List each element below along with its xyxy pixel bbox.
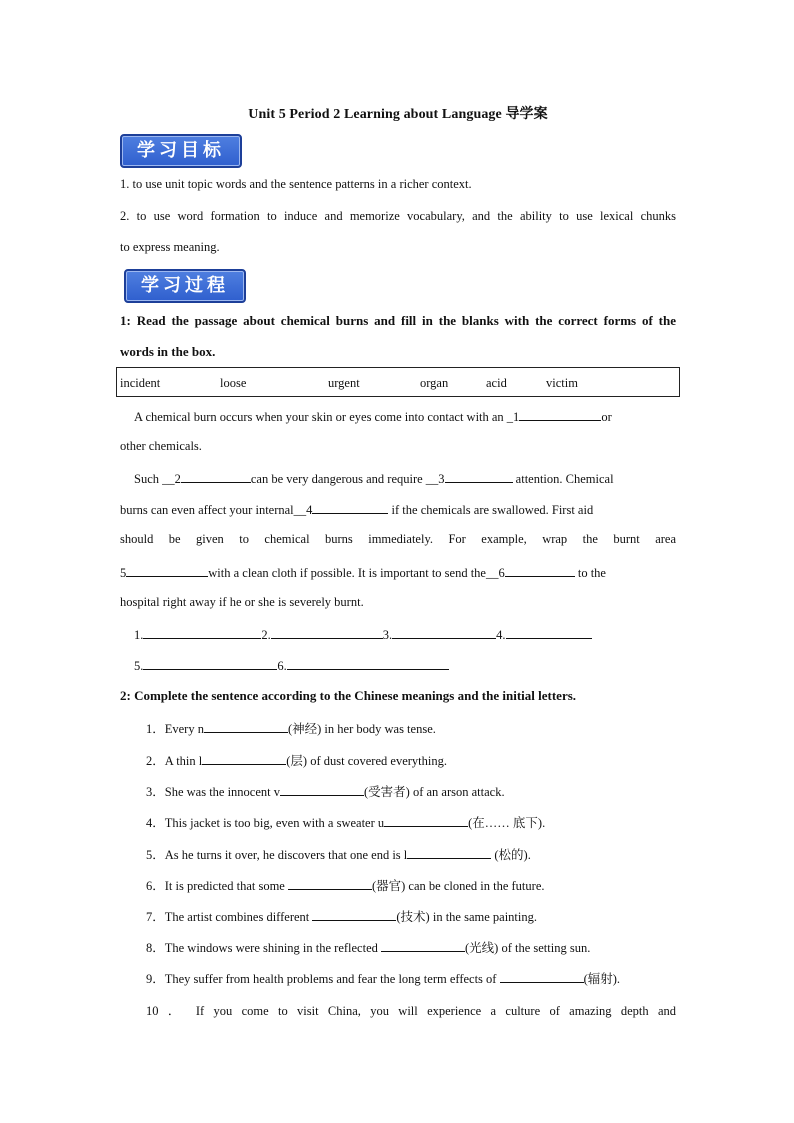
answer-row: 1. 2. 3. 4. bbox=[120, 626, 676, 643]
word-box-item: acid bbox=[486, 376, 507, 390]
item-blank[interactable] bbox=[500, 970, 584, 983]
sentence-item: 7．The artist combines different (技术) in the same painting. bbox=[146, 910, 537, 924]
section1-heading: 1: Read the passage about chemical burns and fill in the blanks with the correct forms of the bbox=[120, 313, 676, 328]
passage-line: hospital right away if he or she is severely burnt. bbox=[120, 595, 364, 609]
answer-blank-5[interactable] bbox=[143, 657, 277, 670]
sentence-item: 2．A thin l (层) of dust covered everything. bbox=[146, 754, 447, 768]
word-box-item: loose bbox=[220, 376, 247, 390]
answer-blank-3[interactable] bbox=[392, 626, 496, 639]
objective-1: 1. to use unit topic words and the sentence patterns in a richer context. bbox=[120, 177, 472, 191]
word-box-item: incident bbox=[120, 376, 161, 390]
sentence-item: 3．She was the innocent v (受害者) of an arson attack. bbox=[146, 785, 505, 799]
objective-2-cont: to express meaning. bbox=[120, 240, 220, 254]
sentence-item: 5．As he turns it over, he discovers that one end is l (松的). bbox=[146, 848, 531, 862]
blank-3[interactable] bbox=[445, 470, 513, 483]
blank-6[interactable] bbox=[505, 564, 575, 577]
section1-heading-cont: words in the box. bbox=[120, 344, 216, 359]
word-box-item: organ bbox=[420, 376, 449, 390]
word-box bbox=[116, 367, 680, 397]
blank-4[interactable] bbox=[312, 501, 388, 514]
blank-5[interactable] bbox=[126, 564, 208, 577]
sentence-item-10: 10 ． If you come to visit China, you will experience a culture of amazing depth and bbox=[146, 1004, 676, 1018]
answer-row: 5. 6. bbox=[120, 657, 676, 674]
item-blank[interactable] bbox=[381, 939, 465, 952]
item-blank[interactable] bbox=[384, 814, 468, 827]
answer-blank-2[interactable] bbox=[271, 626, 383, 639]
passage-line: Such __2 can be very dangerous and require __3 attention. Chemical bbox=[134, 472, 614, 486]
word-box-item: victim bbox=[546, 376, 578, 390]
page-title: Unit 5 Period 2 Learning about Language 导学案 bbox=[248, 107, 548, 122]
objective-2: 2. to use word formation to induce and memorize vocabulary, and the ability to use lexical chunks bbox=[120, 209, 676, 223]
item-blank[interactable] bbox=[204, 720, 288, 733]
passage-line: should be given to chemical burns immediately. For example, wrap the burnt area bbox=[120, 532, 676, 546]
item-blank[interactable] bbox=[202, 752, 286, 765]
item-blank[interactable] bbox=[312, 908, 396, 921]
passage-line: 5 with a clean cloth if possible. It is important to send the__6 to the bbox=[120, 566, 606, 580]
answer-blank-4[interactable] bbox=[506, 626, 592, 639]
word-box-item: urgent bbox=[328, 376, 360, 390]
passage-line: burns can even affect your internal__4 if the chemicals are swallowed. First aid bbox=[120, 503, 594, 517]
blank-2[interactable] bbox=[181, 470, 251, 483]
sentence-item: 4．This jacket is too big, even with a sweater u (在…… 底下). bbox=[146, 816, 546, 830]
passage-line: A chemical burn occurs when your skin or eyes come into contact with an _1 or bbox=[134, 410, 612, 424]
objectives-banner: 学习目标 bbox=[120, 134, 242, 168]
item-blank[interactable] bbox=[280, 783, 364, 796]
section2-heading: 2: Complete the sentence according to the Chinese meanings and the initial letters. bbox=[120, 688, 577, 703]
item-blank[interactable] bbox=[407, 846, 491, 859]
answer-blank-1[interactable] bbox=[143, 626, 261, 639]
sentence-item: 6．It is predicted that some (器官) can be cloned in the future. bbox=[146, 879, 545, 893]
process-banner: 学习过程 bbox=[124, 269, 246, 303]
sentence-item: 8．The windows were shining in the reflected (光线) of the setting sun. bbox=[146, 941, 591, 955]
passage-line: other chemicals. bbox=[120, 439, 202, 453]
answer-blank-6[interactable] bbox=[287, 657, 449, 670]
item-blank[interactable] bbox=[288, 877, 372, 890]
blank-1[interactable] bbox=[519, 408, 601, 421]
sentence-item: 9．They suffer from health problems and fear the long term effects of (辐射). bbox=[146, 972, 621, 986]
sentence-item: 1．Every n (神经) in her body was tense. bbox=[146, 722, 436, 736]
